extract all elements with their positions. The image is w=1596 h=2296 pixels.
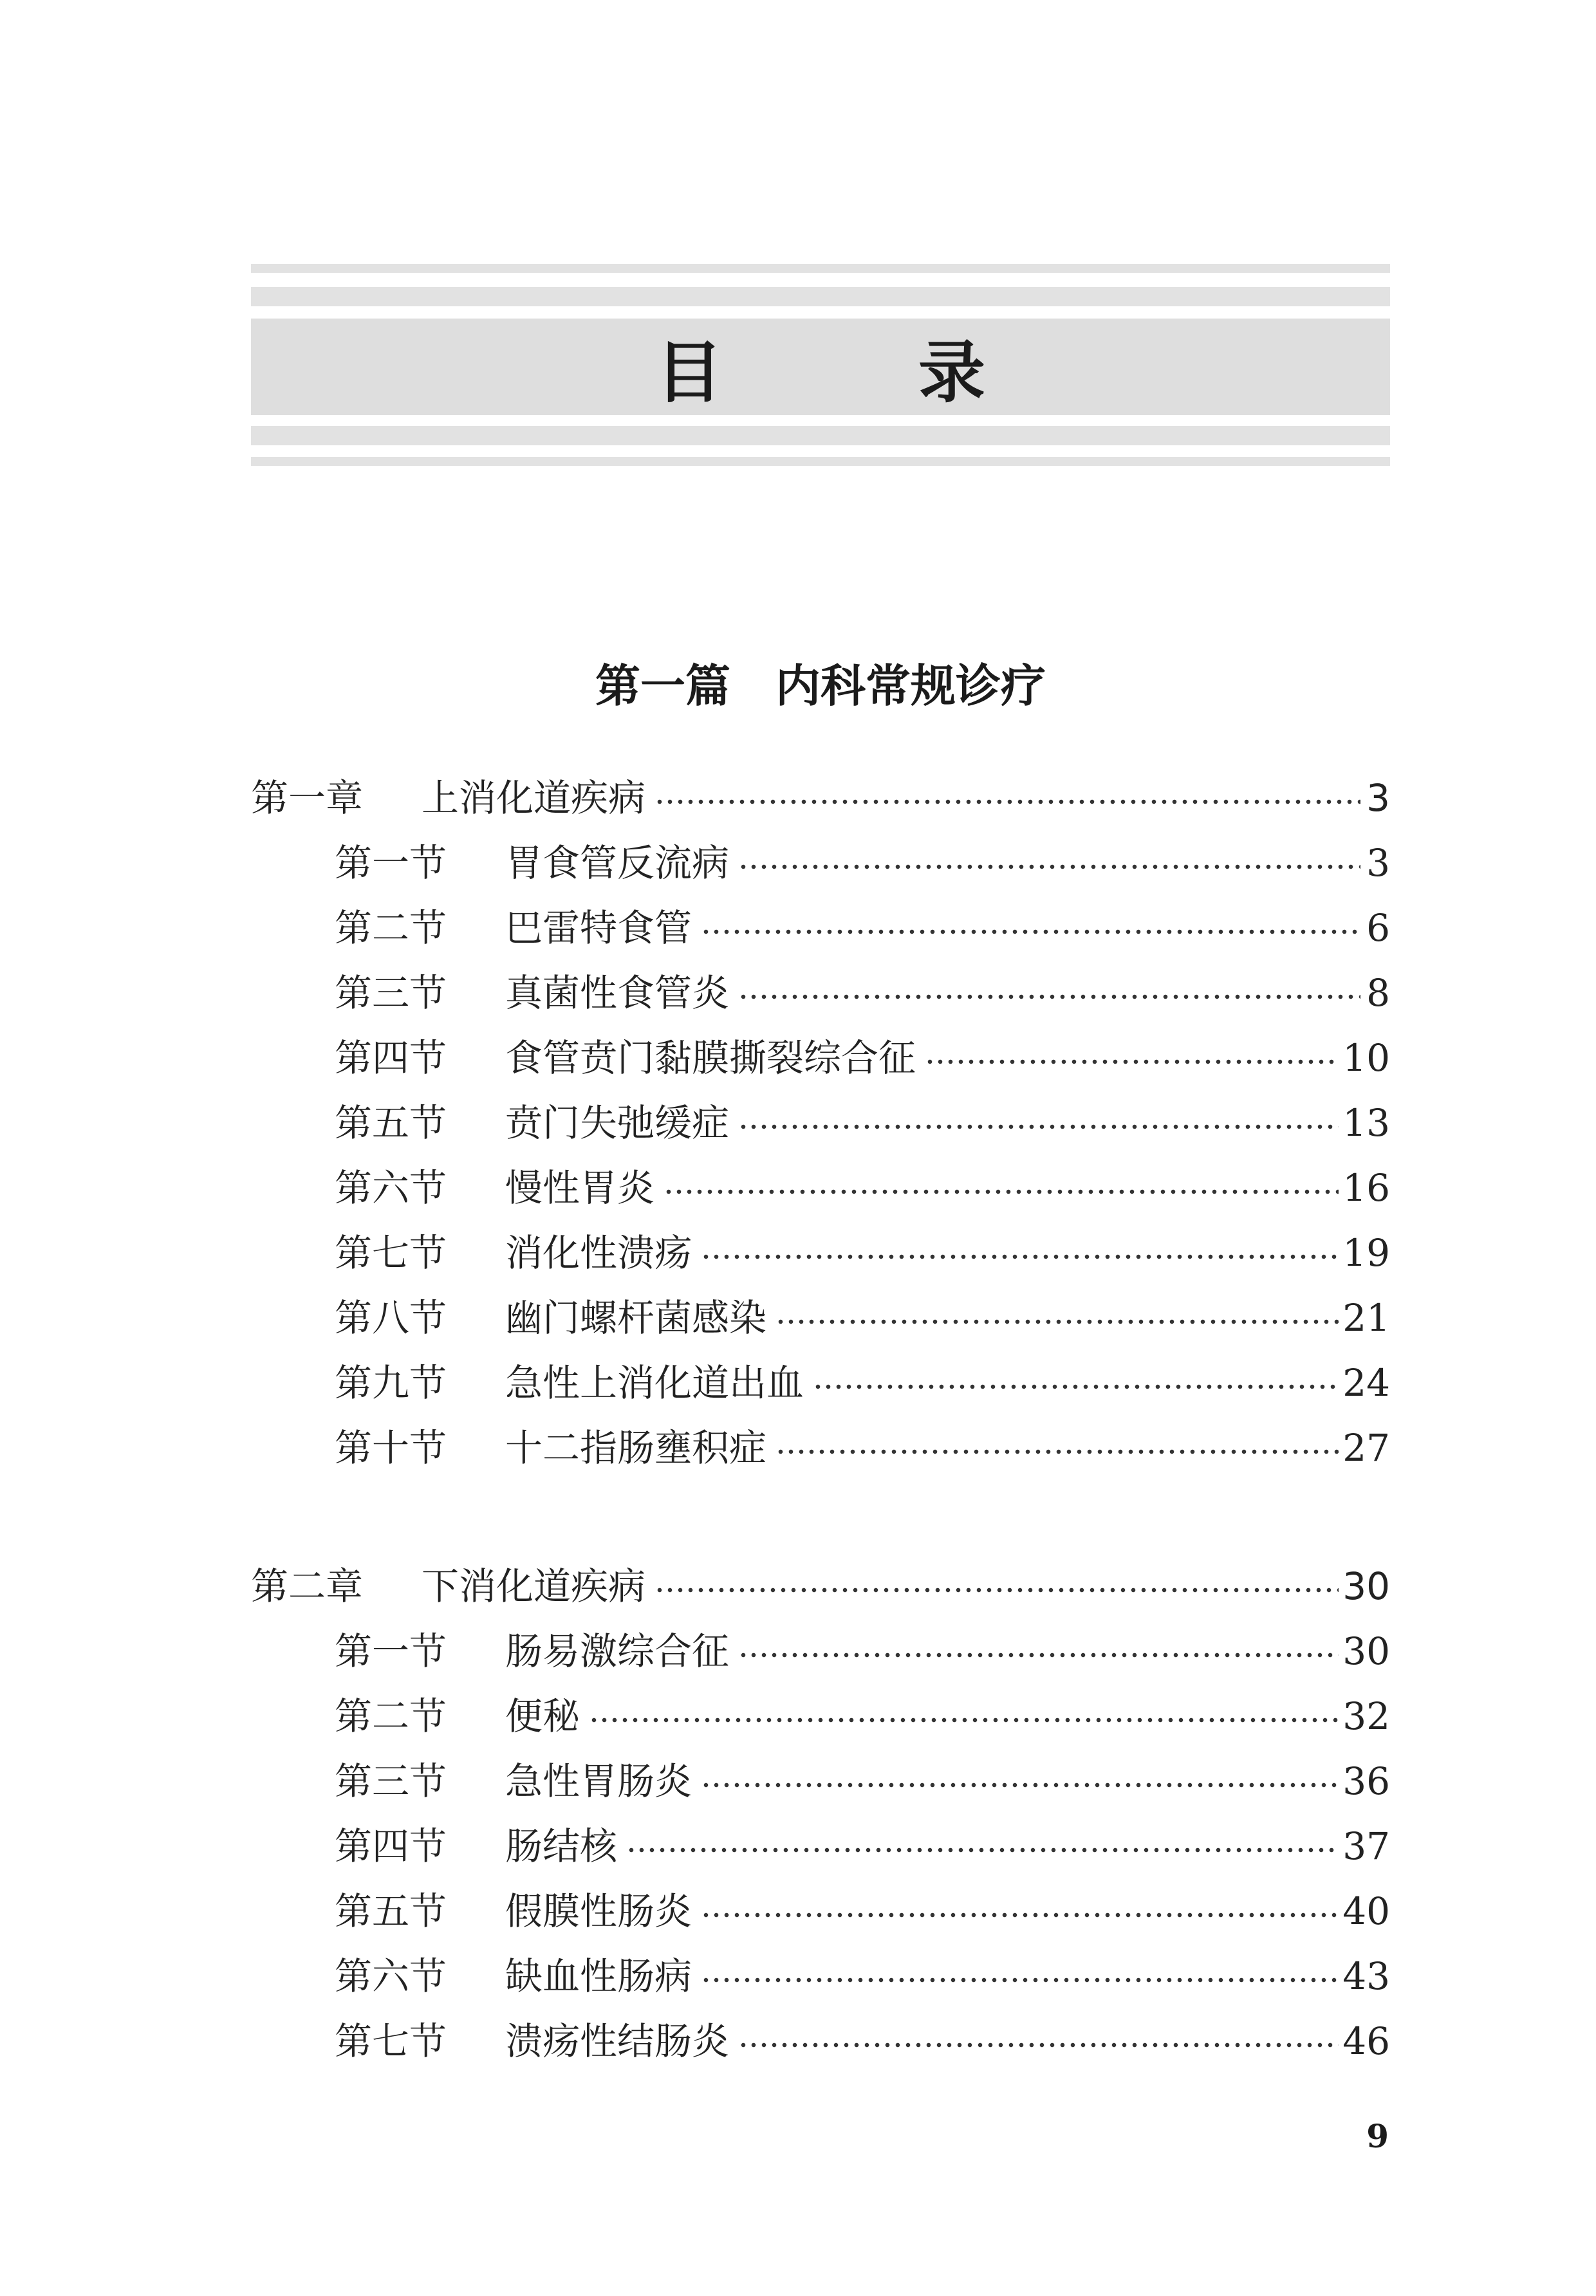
toc-section-row[interactable]	[335, 1690, 1390, 1742]
toc-section-row[interactable]	[335, 1950, 1390, 2002]
dot-leader	[701, 1977, 1339, 1983]
toc-section-row[interactable]	[335, 1755, 1390, 1807]
section-label: 第三节	[335, 1759, 447, 1803]
toc-section-row[interactable]	[335, 1357, 1390, 1409]
section-label: 第十节	[335, 1426, 447, 1470]
dot-leader	[701, 1254, 1339, 1260]
banner-stripe	[251, 287, 1390, 306]
page-number: 9	[1366, 2117, 1389, 2155]
dot-leader	[738, 864, 1360, 870]
toc-section-row[interactable]	[335, 837, 1390, 889]
section-title: 缺血性肠病	[505, 1954, 692, 1998]
section-page-number: 32	[1342, 1694, 1390, 1738]
section-page-number: 13	[1342, 1101, 1390, 1145]
section-page-number: 30	[1342, 1629, 1390, 1673]
dot-leader	[654, 1587, 1339, 1593]
dot-leader	[738, 2042, 1339, 2048]
section-label: 第八节	[335, 1296, 447, 1340]
section-title: 急性胃肠炎	[505, 1759, 692, 1803]
section-page-number: 10	[1342, 1036, 1390, 1080]
section-label: 第五节	[335, 1889, 447, 1933]
section-label: 第二节	[335, 906, 447, 950]
section-title: 食管贲门黏膜撕裂综合征	[505, 1036, 916, 1080]
section-label: 第四节	[335, 1824, 447, 1868]
toc-section-row[interactable]	[335, 1292, 1390, 1344]
section-title: 肠结核	[505, 1824, 618, 1868]
section-page-number: 16	[1342, 1166, 1390, 1210]
dot-leader	[654, 799, 1360, 805]
toc-section-row[interactable]	[335, 1227, 1390, 1279]
section-label: 第四节	[335, 1036, 447, 1080]
section-label: 第九节	[335, 1361, 447, 1405]
section-title: 十二指肠壅积症	[505, 1426, 767, 1470]
dot-leader	[925, 1059, 1339, 1065]
section-page-number: 36	[1342, 1759, 1390, 1803]
chapter-label: 第二章	[251, 1564, 364, 1608]
section-page-number: 24	[1342, 1361, 1390, 1405]
chapter-title: 下消化道疾病	[422, 1564, 646, 1608]
section-page-number: 43	[1342, 1954, 1390, 1998]
section-page-number: 19	[1342, 1231, 1390, 1275]
toc-section-row[interactable]	[335, 1885, 1390, 1937]
section-title: 幽门螺杆菌感染	[505, 1296, 767, 1340]
chapter-label: 第一章	[251, 776, 364, 820]
section-page-number: 46	[1342, 2019, 1390, 2063]
dot-leader	[589, 1717, 1339, 1723]
toc-section-row[interactable]	[335, 1625, 1390, 1677]
section-label: 第五节	[335, 1101, 447, 1145]
section-title: 急性上消化道出血	[505, 1361, 804, 1405]
section-title: 假膜性肠炎	[505, 1889, 692, 1933]
section-label: 第一节	[335, 1629, 447, 1673]
section-title: 贲门失弛缓症	[505, 1101, 730, 1145]
chapter-title: 上消化道疾病	[422, 776, 646, 820]
section-page-number: 27	[1342, 1426, 1390, 1470]
section-page-number: 8	[1366, 971, 1390, 1015]
section-label: 第七节	[335, 1231, 447, 1275]
dot-leader	[701, 1782, 1339, 1788]
section-label: 第七节	[335, 2019, 447, 2063]
header-banner	[251, 264, 1390, 466]
section-label: 第二节	[335, 1694, 447, 1738]
section-title: 便秘	[505, 1694, 580, 1738]
dot-leader	[775, 1449, 1339, 1455]
toc-section-row[interactable]	[335, 1422, 1390, 1474]
section-page-number: 37	[1342, 1824, 1390, 1868]
toc-section-row[interactable]	[335, 1820, 1390, 1872]
dot-leader	[663, 1189, 1339, 1195]
section-page-number: 3	[1366, 841, 1390, 885]
dot-leader	[738, 1652, 1339, 1658]
section-title: 慢性胃炎	[505, 1166, 655, 1210]
dot-leader	[738, 994, 1360, 1000]
chapter-page-number: 30	[1342, 1564, 1390, 1608]
dot-leader	[813, 1384, 1339, 1390]
section-label: 第一节	[335, 841, 447, 885]
dot-leader	[775, 1319, 1339, 1325]
toc-section-row[interactable]	[335, 902, 1390, 954]
section-page-number: 21	[1342, 1296, 1390, 1340]
banner-stripe	[251, 457, 1390, 466]
banner-stripe	[251, 426, 1390, 445]
toc-section-row[interactable]	[335, 1162, 1390, 1214]
dot-leader	[701, 1912, 1339, 1918]
section-page-number: 6	[1366, 906, 1390, 950]
banner-stripe	[251, 264, 1390, 273]
part-title: 第一篇 内科常规诊疗	[595, 659, 1046, 712]
page-title: 目 录	[655, 333, 1050, 412]
section-label: 第六节	[335, 1954, 447, 1998]
section-label: 第三节	[335, 971, 447, 1015]
section-title: 真菌性食管炎	[505, 971, 730, 1015]
section-title: 肠易激综合征	[505, 1629, 730, 1673]
section-title: 消化性溃疡	[505, 1231, 692, 1275]
dot-leader	[626, 1847, 1339, 1853]
toc-chapter-row[interactable]	[251, 772, 1390, 824]
toc-section-row[interactable]	[335, 967, 1390, 1019]
toc-section-row[interactable]	[335, 1032, 1390, 1084]
toc-chapter-row[interactable]	[251, 1560, 1390, 1612]
chapter-page-number: 3	[1366, 776, 1390, 820]
dot-leader	[738, 1124, 1339, 1130]
section-title: 巴雷特食管	[505, 906, 692, 950]
toc-section-row[interactable]	[335, 2015, 1390, 2067]
section-label: 第六节	[335, 1166, 447, 1210]
section-title: 溃疡性结肠炎	[505, 2019, 730, 2063]
toc-section-row[interactable]	[335, 1097, 1390, 1149]
section-title: 胃食管反流病	[505, 841, 730, 885]
section-page-number: 40	[1342, 1889, 1390, 1933]
dot-leader	[701, 929, 1360, 935]
